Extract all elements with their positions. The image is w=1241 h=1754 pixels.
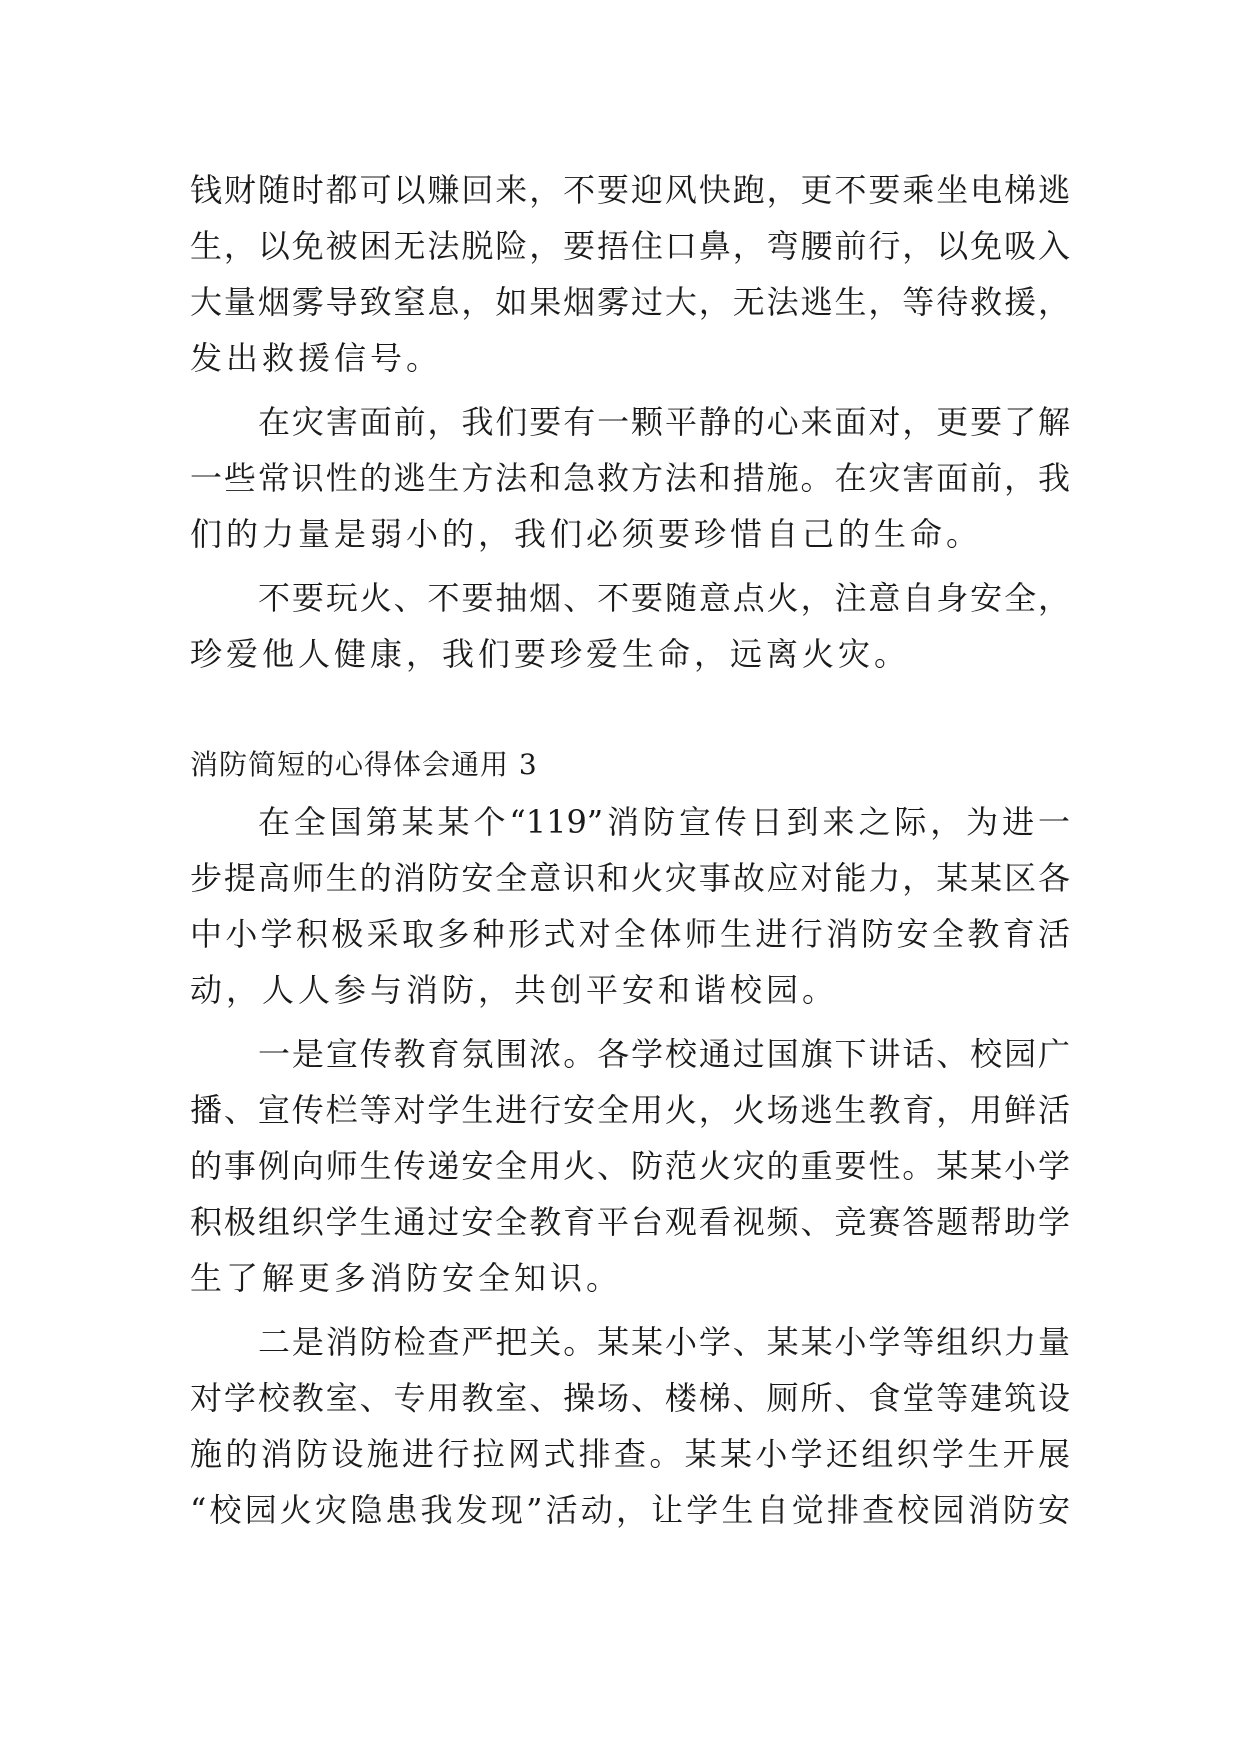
- paragraph-line: 中小学积极采取多种形式对全体师生进行消防安全教育活: [190, 915, 1070, 953]
- paragraph-line: 对学校教室、专用教室、操场、楼梯、厕所、食堂等建筑设: [190, 1379, 1070, 1417]
- paragraph-line: 积极组织学生通过安全教育平台观看视频、竞赛答题帮助学: [190, 1203, 1070, 1241]
- paragraph-line: 珍爱他人健康，我们要珍爱生命，远离火灾。: [190, 635, 911, 673]
- paragraph-line: “校园火灾隐患我发现”活动，让学生自觉排查校园消防安: [190, 1491, 1070, 1529]
- paragraph-line: 的事例向师生传递安全用火、防范火灾的重要性。某某小学: [190, 1147, 1070, 1185]
- paragraph-line: 一些常识性的逃生方法和急救方法和措施。在灾害面前，我: [190, 459, 1070, 497]
- paragraph-line: 步提高师生的消防安全意识和火灾事故应对能力，某某区各: [190, 859, 1070, 897]
- paragraph-line: 二是消防检查严把关。某某小学、某某小学等组织力量: [258, 1323, 1070, 1361]
- paragraph-line: 生了解更多消防安全知识。: [190, 1259, 623, 1297]
- paragraph-line: 生，以免被困无法脱险，要捂住口鼻，弯腰前行，以免吸入: [190, 227, 1070, 265]
- paragraph-line: 一是宣传教育氛围浓。各学校通过国旗下讲话、校园广: [258, 1035, 1070, 1073]
- paragraph-line: 大量烟雾导致窒息，如果烟雾过大，无法逃生，等待救援，: [190, 283, 1070, 321]
- paragraph-line: 播、宣传栏等对学生进行安全用火，火场逃生教育，用鲜活: [190, 1091, 1070, 1129]
- paragraph-line: 们的力量是弱小的，我们必须要珍惜自己的生命。: [190, 515, 983, 553]
- paragraph-line: 在灾害面前，我们要有一颗平静的心来面对，更要了解: [258, 403, 1070, 441]
- paragraph-line: 在全国第某某个“119”消防宣传日到来之际，为进一: [258, 803, 1070, 841]
- paragraph-line: 发出救援信号。: [190, 339, 443, 377]
- section-heading: 消防简短的心得体会通用 3: [190, 748, 538, 781]
- paragraph-line: 钱财随时都可以赚回来，不要迎风快跑，更不要乘坐电梯逃: [190, 171, 1070, 209]
- paragraph-line: 施的消防设施进行拉网式排查。某某小学还组织学生开展: [190, 1435, 1070, 1473]
- paragraph-line: 不要玩火、不要抽烟、不要随意点火，注意自身安全，: [258, 579, 1070, 617]
- paragraph-line: 动，人人参与消防，共创平安和谐校园。: [190, 971, 839, 1009]
